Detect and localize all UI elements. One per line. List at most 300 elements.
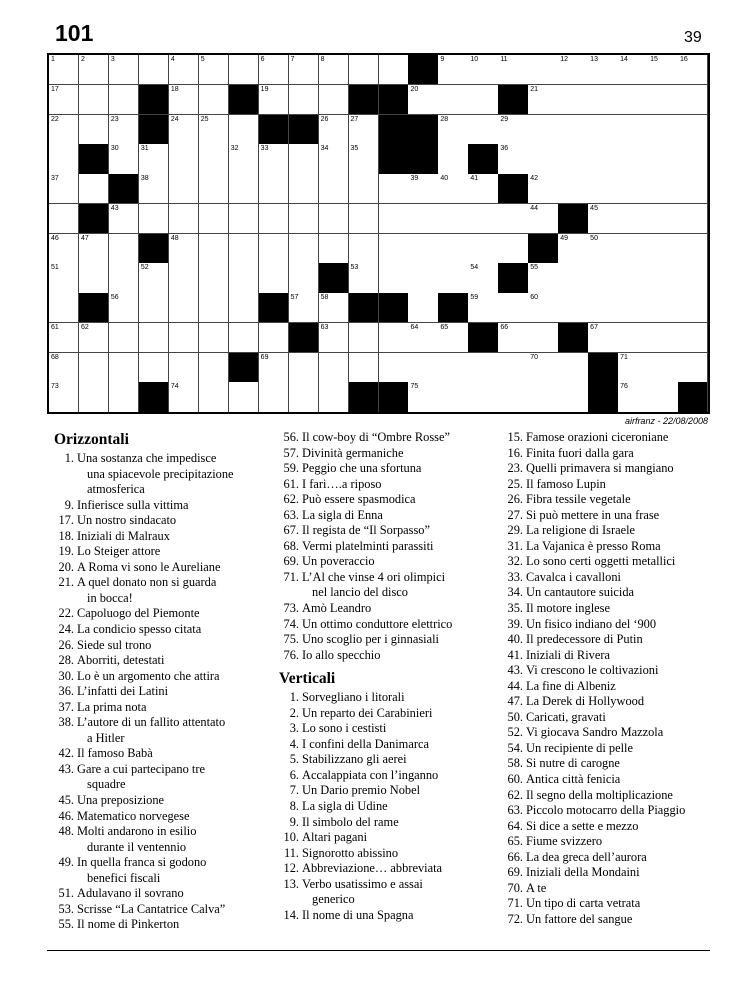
- clue-item: [279, 632, 493, 648]
- grid-cell[interactable]: [468, 293, 498, 323]
- grid-cell[interactable]: [109, 323, 139, 353]
- grid-cell[interactable]: [588, 263, 618, 293]
- cell-number: 57: [290, 294, 299, 301]
- grid-cell[interactable]: [588, 115, 618, 145]
- grid-cell[interactable]: [408, 353, 438, 383]
- grid-cell[interactable]: [319, 144, 349, 174]
- grid-cell[interactable]: [229, 263, 259, 293]
- clue-text: Accalappiata con l’inganno: [302, 767, 439, 782]
- grid-cell[interactable]: [468, 263, 498, 293]
- grid-cell[interactable]: [528, 323, 558, 353]
- clue-text: Il cow-boy di “Ombre Rosse”: [302, 430, 450, 444]
- grid-cell[interactable]: [588, 204, 618, 234]
- grid-cell[interactable]: [468, 115, 498, 145]
- grid-cell[interactable]: [408, 204, 438, 234]
- clue-item: [279, 617, 493, 633]
- grid-cell[interactable]: [438, 144, 468, 174]
- grid-cell[interactable]: [169, 144, 199, 174]
- black-square: [139, 115, 169, 145]
- cell-number: 58: [320, 294, 329, 301]
- clue-item: [279, 523, 493, 539]
- cell-number: 16: [680, 56, 688, 63]
- grid-cell[interactable]: [229, 55, 259, 85]
- grid-cell[interactable]: [229, 382, 259, 412]
- grid-cell[interactable]: [528, 144, 558, 174]
- grid-cell[interactable]: [289, 382, 319, 412]
- clue-text: Aborriti, detestati: [77, 653, 165, 668]
- cell-number: 28: [440, 115, 449, 123]
- black-square: [379, 293, 409, 323]
- grid-cell[interactable]: [558, 353, 588, 383]
- grid-cell[interactable]: [49, 115, 79, 145]
- grid-cell[interactable]: [259, 323, 289, 353]
- grid-cell[interactable]: [648, 323, 678, 353]
- grid-cell[interactable]: [49, 174, 79, 204]
- grid-cell[interactable]: [169, 174, 199, 204]
- clue-text: L’infatti dei Latini: [77, 684, 169, 699]
- grid-cell[interactable]: [169, 263, 199, 293]
- cell-number: 10: [470, 56, 479, 63]
- grid-cell[interactable]: [618, 293, 648, 323]
- grid-cell[interactable]: [319, 293, 349, 323]
- grid-cell[interactable]: [349, 55, 379, 85]
- grid-cell[interactable]: [349, 115, 379, 145]
- grid-cell[interactable]: [678, 353, 708, 383]
- grid-cell[interactable]: [289, 234, 319, 264]
- cell-number: 49: [560, 234, 569, 242]
- grid-cell[interactable]: [558, 115, 588, 145]
- grid-cell[interactable]: [349, 353, 379, 383]
- clue-text: Divinità germaniche: [302, 445, 404, 460]
- grid-cell[interactable]: [289, 144, 319, 174]
- grid-cell[interactable]: [79, 382, 109, 412]
- grid-cell[interactable]: [648, 293, 678, 323]
- grid-cell[interactable]: [528, 293, 558, 323]
- cell-number: 36: [500, 145, 509, 153]
- grid-cell[interactable]: [648, 85, 678, 115]
- grid-cell[interactable]: [349, 263, 379, 293]
- black-square: [79, 293, 109, 323]
- clue-text: Vi crescono le coltivazioni: [526, 663, 659, 678]
- grid-cell[interactable]: [438, 55, 468, 85]
- clue-item: [279, 861, 493, 877]
- cell-number: 17: [51, 85, 59, 93]
- grid-cell[interactable]: [349, 204, 379, 234]
- grid-cell[interactable]: [49, 85, 79, 115]
- grid-cell[interactable]: [558, 85, 588, 115]
- grid-cell[interactable]: [498, 353, 528, 383]
- grid-cell[interactable]: [319, 234, 349, 264]
- grid-cell[interactable]: [498, 234, 528, 264]
- grid-cell[interactable]: [678, 144, 708, 174]
- grid-cell[interactable]: [408, 174, 438, 204]
- grid-cell[interactable]: [379, 323, 409, 353]
- grid-cell[interactable]: [259, 263, 289, 293]
- grid-cell[interactable]: [79, 174, 109, 204]
- clue-item: [503, 492, 715, 508]
- grid-cell[interactable]: [49, 263, 79, 293]
- grid-cell[interactable]: [79, 55, 109, 85]
- grid-cell[interactable]: [109, 234, 139, 264]
- grid-cell[interactable]: [319, 204, 349, 234]
- grid-cell[interactable]: [109, 85, 139, 115]
- cell-number: 1: [51, 56, 55, 63]
- grid-cell[interactable]: [49, 293, 79, 323]
- grid-cell[interactable]: [618, 263, 648, 293]
- grid-cell[interactable]: [379, 353, 409, 383]
- grid-cell[interactable]: [289, 263, 319, 293]
- grid-cell[interactable]: [169, 353, 199, 383]
- grid-cell[interactable]: [169, 323, 199, 353]
- clue-item: [279, 554, 493, 570]
- grid-cell[interactable]: [379, 263, 409, 293]
- grid-cell[interactable]: [468, 174, 498, 204]
- grid-cell[interactable]: [468, 204, 498, 234]
- grid-cell[interactable]: [558, 263, 588, 293]
- grid-cell[interactable]: [528, 85, 558, 115]
- grid-cell[interactable]: [678, 85, 708, 115]
- grid-cell[interactable]: [468, 353, 498, 383]
- grid-cell[interactable]: [408, 323, 438, 353]
- grid-cell[interactable]: [199, 263, 229, 293]
- grid-cell[interactable]: [109, 115, 139, 145]
- clue-number: 12.: [283, 861, 299, 876]
- grid-cell[interactable]: [438, 234, 468, 264]
- grid-cell[interactable]: [498, 115, 528, 145]
- grid-cell[interactable]: [199, 353, 229, 383]
- grid-cell[interactable]: [109, 293, 139, 323]
- grid-cell[interactable]: [49, 204, 79, 234]
- grid-cell[interactable]: [229, 234, 259, 264]
- grid-cell[interactable]: [319, 323, 349, 353]
- clue-number: 58.: [507, 756, 523, 771]
- grid-cell[interactable]: [229, 174, 259, 204]
- grid-cell[interactable]: [498, 382, 528, 412]
- cell-number: 24: [170, 115, 179, 123]
- grid-cell[interactable]: [528, 204, 558, 234]
- grid-cell[interactable]: [648, 382, 678, 412]
- grid-cell[interactable]: [618, 323, 648, 353]
- grid-cell[interactable]: [438, 174, 468, 204]
- grid-cell[interactable]: [139, 55, 169, 85]
- clue-item: [54, 762, 266, 793]
- grid-cell[interactable]: [49, 55, 79, 85]
- grid-cell[interactable]: [259, 174, 289, 204]
- grid-cell[interactable]: [49, 382, 79, 412]
- grid-cell[interactable]: [289, 85, 319, 115]
- grid-cell[interactable]: [289, 174, 319, 204]
- grid-cell[interactable]: [468, 55, 498, 85]
- grid-cell[interactable]: [139, 174, 169, 204]
- clue-text: Un tipo di carta vetrata: [526, 896, 641, 911]
- grid-cell[interactable]: [139, 204, 169, 234]
- clue-item: [503, 850, 715, 866]
- grid-cell[interactable]: [498, 323, 528, 353]
- grid-cell[interactable]: [468, 234, 498, 264]
- grid-cell[interactable]: [169, 204, 199, 234]
- grid-cell[interactable]: [49, 144, 79, 174]
- grid-cell[interactable]: [379, 204, 409, 234]
- grid-cell[interactable]: [648, 263, 678, 293]
- grid-cell[interactable]: [49, 234, 79, 264]
- clue-item: [279, 721, 493, 737]
- grid-cell[interactable]: [289, 55, 319, 85]
- clue-item: [54, 793, 266, 809]
- clue-number: 33.: [507, 569, 523, 584]
- clue-text: Una sostanza che impedisce una spiacevole precipitazione atmosferica: [74, 451, 266, 498]
- grid-cell[interactable]: [259, 382, 289, 412]
- grid-cell[interactable]: [678, 204, 708, 234]
- grid-cell[interactable]: [528, 174, 558, 204]
- clue-text: Adulavano il sovrano: [77, 886, 184, 901]
- grid-cell[interactable]: [498, 55, 528, 85]
- grid-cell[interactable]: [169, 85, 199, 115]
- clue-number: 39.: [507, 616, 523, 631]
- grid-cell[interactable]: [229, 293, 259, 323]
- cell-number: 34: [320, 145, 329, 153]
- grid-cell[interactable]: [319, 174, 349, 204]
- grid-cell[interactable]: [648, 115, 678, 145]
- black-square: [349, 293, 379, 323]
- grid-cell[interactable]: [528, 353, 558, 383]
- clue-text: Peggio che una sfortuna: [302, 461, 422, 476]
- grid-cell[interactable]: [349, 174, 379, 204]
- clue-text: Un reparto dei Carabinieri: [302, 705, 433, 720]
- grid-cell[interactable]: [259, 234, 289, 264]
- black-square: [139, 382, 169, 412]
- grid-cell[interactable]: [199, 204, 229, 234]
- grid-cell[interactable]: [109, 382, 139, 412]
- clue-item: [54, 498, 266, 514]
- grid-cell[interactable]: [199, 144, 229, 174]
- grid-cell[interactable]: [408, 382, 438, 412]
- black-square: [498, 263, 528, 293]
- grid-cell[interactable]: [678, 55, 708, 85]
- cell-number: 67: [590, 323, 598, 331]
- grid-cell[interactable]: [588, 174, 618, 204]
- grid-cell[interactable]: [199, 115, 229, 145]
- clue-number: 69.: [507, 865, 523, 880]
- black-square: [558, 323, 588, 353]
- grid-cell[interactable]: [648, 174, 678, 204]
- clue-item: [279, 846, 493, 862]
- grid-cell[interactable]: [618, 85, 648, 115]
- clue-text: Fibra tessile vegetale: [526, 492, 631, 507]
- grid-cell[interactable]: [618, 174, 648, 204]
- grid-cell[interactable]: [229, 144, 259, 174]
- grid-cell[interactable]: [588, 234, 618, 264]
- grid-cell[interactable]: [139, 293, 169, 323]
- grid-cell[interactable]: [289, 293, 319, 323]
- grid-cell[interactable]: [349, 234, 379, 264]
- grid-cell[interactable]: [618, 204, 648, 234]
- grid-cell[interactable]: [528, 263, 558, 293]
- grid-cell[interactable]: [319, 55, 349, 85]
- grid-cell[interactable]: [648, 55, 678, 85]
- grid-cell[interactable]: [618, 144, 648, 174]
- clue-number: 3.: [289, 721, 299, 736]
- grid-cell[interactable]: [139, 323, 169, 353]
- grid-cell[interactable]: [678, 263, 708, 293]
- grid-cell[interactable]: [289, 353, 319, 383]
- grid-cell[interactable]: [319, 115, 349, 145]
- grid-cell[interactable]: [588, 293, 618, 323]
- grid-cell[interactable]: [139, 144, 169, 174]
- grid-cell[interactable]: [79, 234, 109, 264]
- clue-text: Il segno della moltiplicazione: [526, 787, 673, 802]
- grid-cell[interactable]: [528, 382, 558, 412]
- grid-cell[interactable]: [678, 115, 708, 145]
- grid-cell[interactable]: [558, 55, 588, 85]
- grid-cell[interactable]: [558, 293, 588, 323]
- grid-cell[interactable]: [109, 353, 139, 383]
- grid-cell[interactable]: [199, 85, 229, 115]
- black-square: [408, 55, 438, 85]
- grid-cell[interactable]: [169, 234, 199, 264]
- grid-cell[interactable]: [438, 204, 468, 234]
- grid-cell[interactable]: [438, 263, 468, 293]
- across-clue-list: [54, 451, 266, 933]
- grid-cell[interactable]: [169, 115, 199, 145]
- grid-cell[interactable]: [528, 55, 558, 85]
- grid-cell[interactable]: [498, 144, 528, 174]
- grid-cell[interactable]: [678, 174, 708, 204]
- clue-text: Lo sono certi oggetti metallici: [526, 554, 676, 569]
- grid-cell[interactable]: [259, 55, 289, 85]
- grid-cell[interactable]: [199, 55, 229, 85]
- grid-cell[interactable]: [349, 323, 379, 353]
- grid-cell[interactable]: [648, 234, 678, 264]
- grid-cell[interactable]: [259, 85, 289, 115]
- grid-cell[interactable]: [588, 323, 618, 353]
- grid-cell[interactable]: [139, 263, 169, 293]
- grid-cell[interactable]: [79, 115, 109, 145]
- grid-cell[interactable]: [558, 144, 588, 174]
- clue-number: 30.: [58, 668, 74, 683]
- grid-cell[interactable]: [618, 115, 648, 145]
- cell-number: 37: [51, 175, 59, 182]
- grid-cell[interactable]: [558, 382, 588, 412]
- grid-cell[interactable]: [438, 115, 468, 145]
- grid-cell[interactable]: [109, 55, 139, 85]
- grid-cell[interactable]: [199, 234, 229, 264]
- clue-text: Quelli primavera si mangiano: [526, 461, 674, 476]
- grid-cell[interactable]: [618, 382, 648, 412]
- grid-cell[interactable]: [49, 353, 79, 383]
- grid-cell[interactable]: [229, 323, 259, 353]
- cell-number: 3: [110, 56, 115, 63]
- grid-cell[interactable]: [558, 174, 588, 204]
- grid-cell[interactable]: [408, 293, 438, 323]
- grid-cell[interactable]: [379, 55, 409, 85]
- grid-cell[interactable]: [468, 85, 498, 115]
- grid-cell[interactable]: [408, 234, 438, 264]
- clue-number: 9.: [289, 814, 299, 829]
- grid-cell[interactable]: [79, 263, 109, 293]
- grid-cell[interactable]: [618, 353, 648, 383]
- grid-cell[interactable]: [319, 382, 349, 412]
- grid-cell[interactable]: [528, 115, 558, 145]
- grid-cell[interactable]: [169, 55, 199, 85]
- grid-cell[interactable]: [49, 323, 79, 353]
- grid-cell[interactable]: [319, 85, 349, 115]
- grid-cell[interactable]: [109, 144, 139, 174]
- cell-number: 25: [200, 115, 209, 123]
- grid-cell[interactable]: [379, 174, 409, 204]
- clue-text-continuation: atmosferica: [87, 482, 145, 497]
- grid-cell[interactable]: [438, 382, 468, 412]
- grid-cell[interactable]: [678, 293, 708, 323]
- clue-number: 50.: [507, 709, 523, 724]
- grid-cell[interactable]: [259, 144, 289, 174]
- grid-cell[interactable]: [618, 55, 648, 85]
- grid-cell[interactable]: [139, 353, 169, 383]
- grid-cell[interactable]: [79, 85, 109, 115]
- cell-number: 15: [650, 56, 658, 63]
- grid-cell[interactable]: [79, 353, 109, 383]
- grid-cell[interactable]: [169, 382, 199, 412]
- grid-cell[interactable]: [498, 293, 528, 323]
- grid-cell[interactable]: [588, 144, 618, 174]
- grid-cell[interactable]: [408, 263, 438, 293]
- grid-cell[interactable]: [558, 234, 588, 264]
- grid-cell[interactable]: [199, 382, 229, 412]
- grid-cell[interactable]: [79, 323, 109, 353]
- black-square: [289, 115, 319, 145]
- grid-cell[interactable]: [408, 85, 438, 115]
- grid-cell[interactable]: [648, 144, 678, 174]
- grid-cell[interactable]: [438, 353, 468, 383]
- grid-cell[interactable]: [169, 293, 199, 323]
- grid-cell[interactable]: [498, 204, 528, 234]
- grid-cell[interactable]: [199, 174, 229, 204]
- grid-cell[interactable]: [588, 85, 618, 115]
- grid-cell[interactable]: [678, 323, 708, 353]
- grid-cell[interactable]: [259, 353, 289, 383]
- grid-cell[interactable]: [109, 204, 139, 234]
- cell-number: 6: [260, 56, 265, 63]
- grid-cell[interactable]: [678, 234, 708, 264]
- grid-cell[interactable]: [438, 323, 468, 353]
- grid-cell[interactable]: [379, 234, 409, 264]
- grid-cell[interactable]: [588, 55, 618, 85]
- black-square: [498, 85, 528, 115]
- grid-cell[interactable]: [199, 293, 229, 323]
- grid-cell[interactable]: [618, 234, 648, 264]
- grid-cell[interactable]: [438, 85, 468, 115]
- grid-cell[interactable]: [468, 382, 498, 412]
- clue-item: [54, 669, 266, 685]
- grid-cell[interactable]: [199, 323, 229, 353]
- cell-number: 5: [200, 56, 205, 63]
- grid-cell[interactable]: [648, 204, 678, 234]
- grid-cell[interactable]: [319, 353, 349, 383]
- cell-number: 71: [620, 353, 628, 361]
- grid-cell[interactable]: [229, 115, 259, 145]
- grid-cell[interactable]: [229, 204, 259, 234]
- cell-number: 51: [51, 264, 59, 272]
- clue-item: [279, 461, 493, 477]
- grid-cell[interactable]: [289, 204, 319, 234]
- grid-cell[interactable]: [109, 263, 139, 293]
- clue-number: 65.: [507, 834, 523, 849]
- grid-cell[interactable]: [648, 353, 678, 383]
- grid-cell[interactable]: [259, 204, 289, 234]
- cell-number: 47: [80, 234, 89, 242]
- clue-text: Altari pagani: [302, 830, 368, 845]
- clue-text: Vi giocava Sandro Mazzola: [526, 725, 664, 740]
- grid-cell[interactable]: [349, 144, 379, 174]
